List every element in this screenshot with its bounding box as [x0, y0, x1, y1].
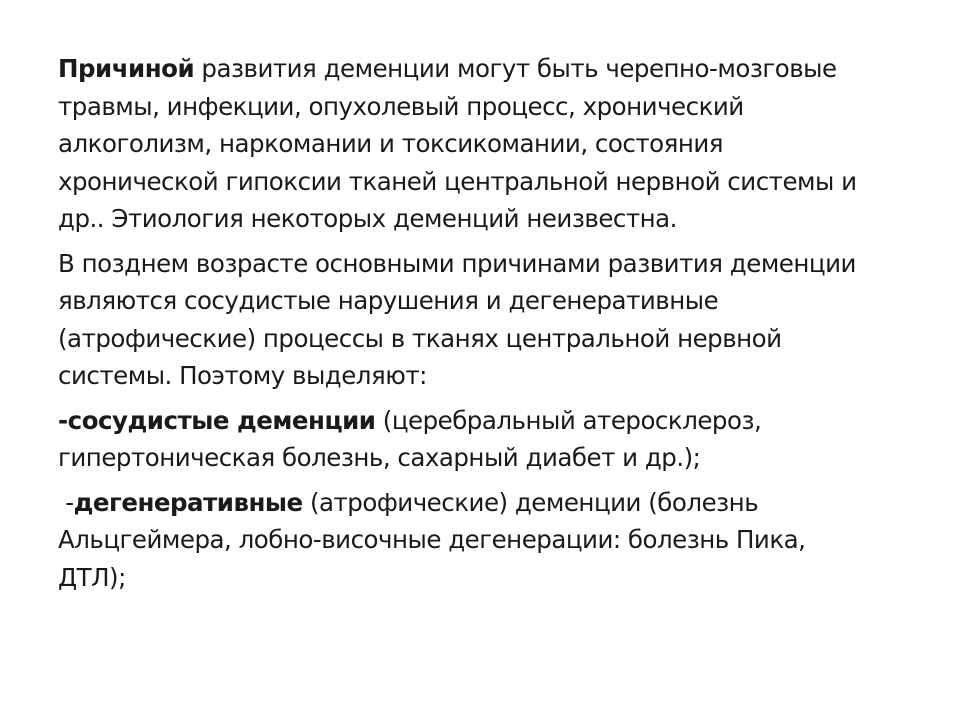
paragraph-vascular-dementia [58, 402, 880, 477]
causes-lead: Причиной [58, 54, 195, 83]
vascular-dementia-text: (церебральный атеросклероз, гипертоническая болезнь, сахарный диабет и др.); [58, 405, 762, 472]
degenerative-dementia-lead: дегенеративные [73, 487, 303, 517]
vascular-dementia-lead: -сосудистые деменции [58, 405, 376, 435]
paragraph-degenerative-dementia [58, 484, 880, 597]
paragraph-causes [58, 50, 880, 238]
paragraph-late-age [58, 245, 880, 395]
causes-text: развития деменции могут быть черепно-мозговые травмы, инфекции, опухолевый процесс, хронический алкоголизм, наркомании и токсикомании, состояния хронической гипоксии тканей центральной нервной системы и др.. Этиология некоторых деменций неизвестна. [58, 54, 857, 233]
degenerative-dementia-text: (атрофические) деменции (болезнь Альцгеймера, лобно-височные дегенерации: болезнь Пика, ДТЛ); [58, 487, 806, 592]
late-age-text: В позднем возрасте основными причинами развития деменции являются сосудистые нарушения и дегенеративные (атрофические) процессы в тканях центральной нервной системы. Поэтому выделяют: [58, 248, 856, 390]
degenerative-dementia-prefix: - [58, 487, 74, 517]
